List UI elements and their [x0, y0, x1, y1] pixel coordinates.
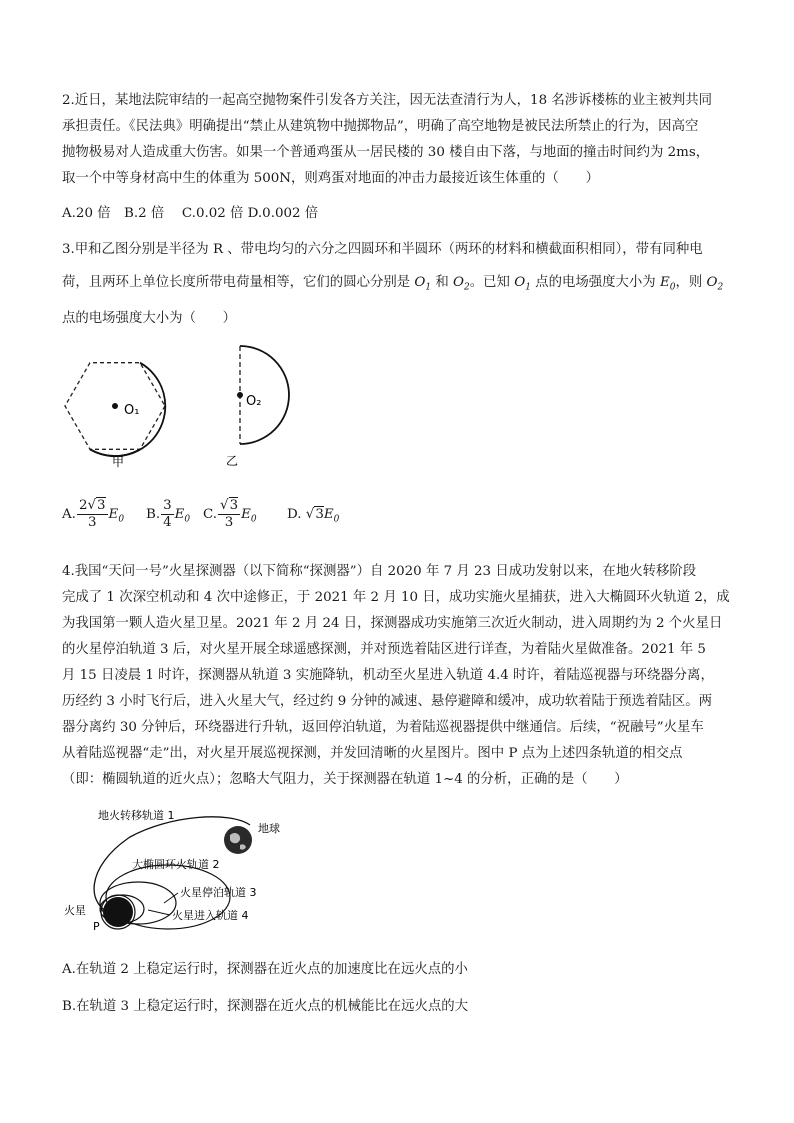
radical-sign: √ [87, 498, 97, 513]
q3-line-3: 点的电场强度大小为（ ） [62, 311, 237, 326]
label-mars: 火星 [64, 904, 86, 917]
radical-sign-d: √ [305, 507, 315, 522]
q3-figure [60, 338, 320, 468]
opt-a-num [77, 498, 108, 515]
q4-option-b: B.在轨道 3 上稳定运行时，探测器在近火点的机械能比在远火点的大 [62, 999, 469, 1014]
mars-icon [103, 897, 133, 927]
o1-sub-2: 1 [525, 282, 531, 293]
opt-c-e: E [241, 507, 251, 522]
q3-line2-e: ，则 [675, 275, 707, 290]
o1-sub: 1 [425, 282, 432, 293]
opt-c-radicand: 3 [229, 498, 239, 513]
ring-yi [226, 346, 289, 468]
center-o1-dot [112, 403, 118, 409]
label-orbit-4: 火星进入轨道 4 [172, 909, 249, 922]
opt-a-fraction [77, 498, 108, 531]
o2-sub-2: 2 [717, 282, 724, 293]
o1-letter-2: O [514, 275, 526, 290]
leader-orbit4 [148, 910, 170, 915]
opt-a-den: 3 [87, 515, 97, 530]
opt-c-den: 3 [224, 515, 234, 530]
opt-b-e: E [174, 507, 185, 522]
opt-c-fraction [218, 498, 240, 531]
opt-c-num [218, 498, 240, 515]
q4-line-3: 为我国第一颗人造火星卫星。2021 年 2 月 24 日，探测器成功实施第三次近火制动，进入周期约为 2 个火星日 [62, 616, 723, 631]
center-o2-dot [237, 392, 243, 398]
label-orbit-1: 地火转移轨道 1 [98, 809, 175, 822]
opt-a-coef: 2 [78, 498, 88, 513]
e0-sub: 0 [669, 282, 676, 293]
q4-line-6: 历经约 3 小时飞行后，进入火星大气，经过约 9 分钟的减速、悬停避障和缓冲，成功软着陆于预选着陆区。两 [62, 694, 713, 709]
label-earth: 地球 [258, 822, 280, 835]
opt-b-den: 4 [163, 515, 172, 530]
opt-a-e-sub: 0 [118, 514, 125, 525]
q4-line-4: 的火星停泊轨道 3 后，对火星开展全球遥感探测，并对预选着陆区进行详查，为着陆火星做准备。2021 年 5 [62, 642, 706, 657]
q3-line-1: 3.甲和乙图分别是半径为 R 、带电均匀的六分之四圆环和半圆环（两环的材料和横截面积相同），带有同种电 [62, 242, 703, 257]
caption-jia: 甲 [112, 455, 125, 468]
o2-sub: 2 [464, 282, 470, 293]
o2-letter: O [453, 275, 465, 290]
opt-b-e0 [174, 507, 191, 525]
q3-line2-b: 和 [431, 275, 454, 290]
o2-symbol-2 [706, 275, 724, 293]
opt-c-prefix: C. [203, 507, 218, 522]
opt-b-num: 3 [163, 498, 172, 513]
q4-option-a: A.在轨道 2 上稳定运行时，探测器在近火点的加速度比在远火点的小 [62, 962, 468, 977]
label-p: P [93, 920, 100, 933]
q4-line-7: 器分离约 30 分钟后，环绕器进行升轨，返回停泊轨道，为着陆巡视器提供中继通信。后续，“祝融号”火星车 [62, 720, 704, 735]
radical-sign-c: √ [220, 498, 229, 513]
q4-line-2: 完成了 1 次深空机动和 4 次中途修正，于 2021 年 2 月 10 日，成功实施火星捕获，进入大椭圆环火轨道 2，成 [62, 590, 730, 605]
ring-jia [65, 363, 165, 468]
opt-d-prefix: D. [287, 507, 302, 522]
o2-letter-2: O [706, 275, 718, 290]
o1-symbol-2 [514, 275, 531, 293]
q3-line2-c: 。已知 [469, 275, 515, 290]
opt-b-fraction [161, 498, 174, 531]
q3-line2-a: 荷，且两环上单位长度所带电荷量相等，它们的圆心分别是 [62, 275, 415, 290]
q4-orbit-figure [60, 797, 300, 937]
q2-line-2: 承担责任。《民法典》明确提出“禁止从建筑物中抛掷物品”，明确了高空地物是被民法所禁止的行为，因高空 [62, 119, 699, 134]
q3-option-d [287, 506, 339, 529]
q3-option-c [203, 498, 257, 531]
label-orbit-3: 火星停泊轨道 3 [180, 886, 257, 899]
q4-line-8: 从着陆巡视器“走”出，对火星开展巡视探测，并发回清晰的火星图片。图中 P 点为上述四条轨道的相交点 [62, 746, 683, 761]
q3-line2-d: 点的电场强度大小为 [530, 275, 660, 290]
opt-d-e0 [323, 507, 340, 525]
q2-line-4: 取一个中等身材高中生的体重为 500N，则鸡蛋对地面的冲击力最接近该生体重的（ ） [62, 171, 599, 186]
o1-letter: O [414, 275, 426, 290]
q2-line-3: 抛物极易对人造成重大伤害。如果一个普通鸡蛋从一居民楼的 30 楼自由下落，与地面的撞击时间约为 2ms， [62, 145, 710, 160]
opt-a-radicand: 3 [97, 498, 106, 513]
opt-a-e: E [108, 507, 119, 522]
q3-line-2 [62, 274, 723, 297]
q2-options: A.20 倍 B.2 倍 C.0.02 倍 D.0.002 倍 [62, 206, 319, 221]
label-orbit-2: 大椭圆环火轨道 2 [132, 858, 220, 871]
o1-symbol [414, 275, 432, 293]
e0-letter: E [659, 275, 670, 290]
opt-b-e-sub: 0 [184, 514, 191, 525]
opt-b-prefix: B. [146, 507, 161, 522]
label-o2: O₂ [246, 394, 262, 409]
q4-line-1: 4.我国“天问一号”火星探测器（以下简称“探测器”）自 2020 年 7 月 23 日成功发射以来，在地火转移阶段 [62, 564, 697, 579]
e0-symbol [659, 275, 676, 293]
q2-line-1: 2.近日，某地法院审结的一起高空抛物案件引发各方关注，因无法查清行为人，18 名涉诉楼栋的业主被判共同 [62, 93, 713, 108]
opt-a-e0 [108, 507, 125, 525]
q3-option-a [62, 498, 124, 531]
q4-line-9: （即：椭圆轨道的近火点）；忽略大气阻力，关于探测器在轨道 1~4 的分析，正确的是（ ） [62, 772, 628, 787]
opt-d-radicand: 3 [315, 507, 324, 522]
opt-c-e-sub: 0 [250, 514, 257, 525]
opt-d-e: E [323, 507, 334, 522]
o2-symbol [453, 275, 470, 293]
caption-yi: 乙 [226, 454, 239, 468]
q4-line-5: 月 15 日凌晨 1 时许，探测器从轨道 3 实施降轨，机动至火星进入轨道 4.4 时许，着陆巡视器与环绕器分离， [62, 668, 714, 683]
opt-d-e-sub: 0 [333, 514, 340, 525]
opt-a-prefix: A. [62, 507, 76, 522]
label-o1: O₁ [124, 403, 140, 418]
q3-option-b [146, 498, 190, 531]
opt-c-e0 [241, 507, 257, 525]
